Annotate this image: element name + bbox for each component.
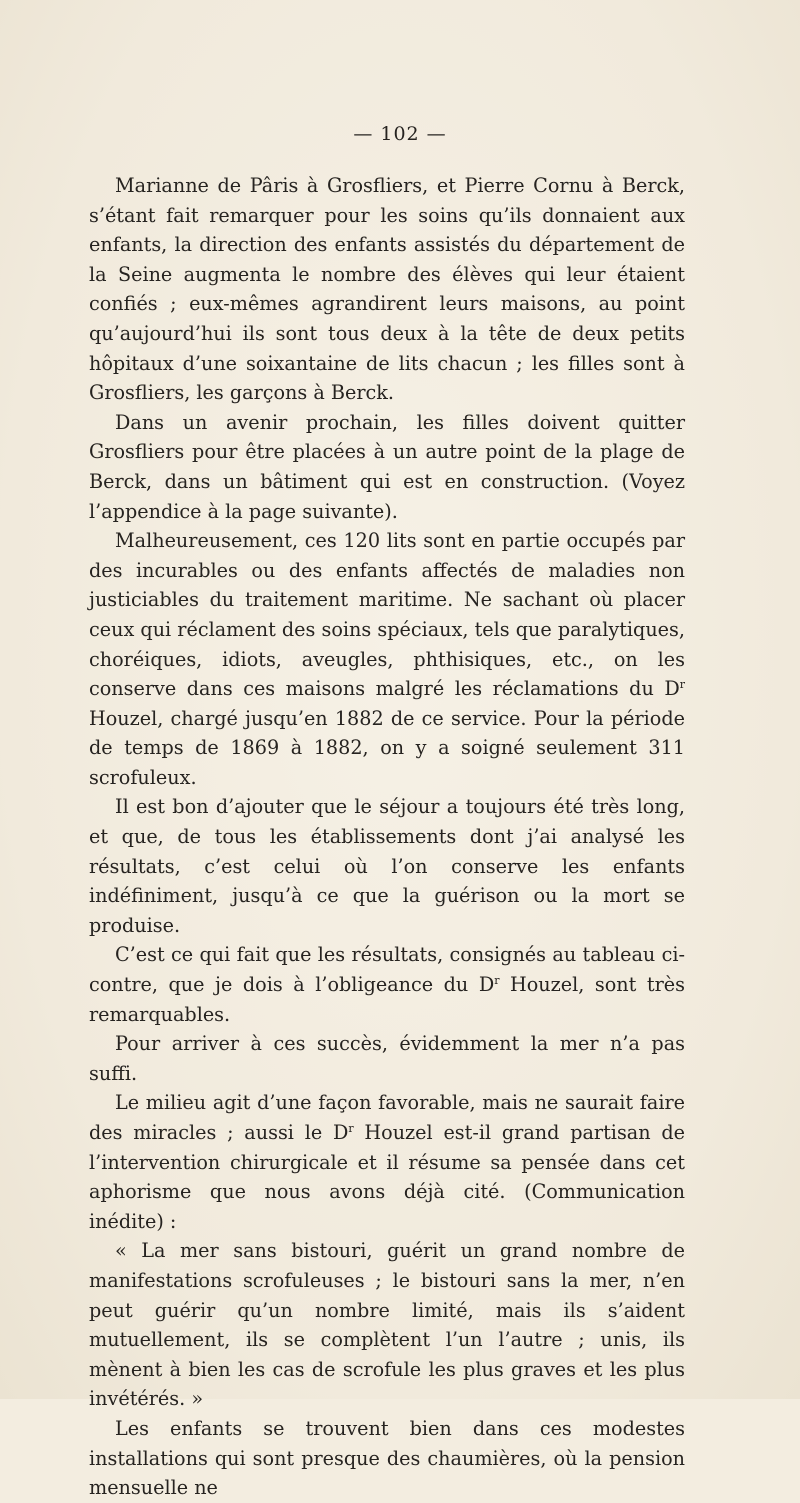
page-number: — 102 — bbox=[353, 123, 447, 145]
paragraph: « La mer sans bistouri, guérit un grand nombre de manifestations scrofuleuses ; le bistouri sans la mer, n’en peut guérir qu’un nombre limité, mais ils s’aident mutuellement, ils se complètent l’un l’autre ; unis, ils mènent à bien les cas de scrofule les plus graves et les plus invétérés. » bbox=[89, 1239, 685, 1411]
paragraph: Les enfants se trouvent bien dans ces modestes installations qui sont presque des chaumières, où la pension mensuelle ne bbox=[89, 1416, 685, 1500]
paragraph: Pour arriver à ces succès, évidemment la mer n’a pas suffi. bbox=[89, 1032, 685, 1085]
superscript: r bbox=[494, 974, 500, 988]
paragraph: Il est bon d’ajouter que le séjour a toujours été très long, et que, de tous les établissements dont j’ai analysé les résultats, c’est celui où l’on conserve les enfants indéfiniment, jusqu’à ce que la guérison ou la mort se produise. bbox=[89, 795, 685, 937]
superscript: r bbox=[679, 678, 685, 692]
superscript: r bbox=[348, 1122, 354, 1135]
paragraph: Dans un avenir prochain, les filles doivent quitter Grosfliers pour être placées à un autre point de la plage de Berck, dans un bâtiment qui est en construction. (Voyez l’appendice à la page suivante). bbox=[89, 410, 685, 523]
body-text bbox=[89, 171, 685, 1503]
paragraph: Malheureusement, ces 120 lits sont en partie occupés par des incurables ou des enfants affectés de maladies non justiciables du traitement maritime. Ne sachant où placer ceux qui réclament des soins spéciaux, tels que paralytiques, choréiques, idiots, aveugles, phthisiques, etc., on les conserve dans ces maisons malgré les réclamations du $D^r$ Houzel, chargé jusqu’en 1882 de ce service. Pour la période de temps de 1869 à 1882, on y a soigné seulement 311 scrofuleux. bbox=[89, 529, 685, 789]
paragraph: Marianne de Pâris à Grosfliers, et Pierre Cornu à Berck, s’étant fait remarquer pour les soins qu’ils donnaient aux enfants, la direction des enfants assistés du département de la Seine augmenta le nombre des élèves qui leur étaient confiés ; eux-mêmes agrandirent leurs maisons, au point qu’aujourd’hui ils sont tous deux à la tête de deux petits hôpitaux d’une soixantaine de lits chacun ; les filles sont à Grosfliers, les garçons à Berck. bbox=[89, 174, 685, 405]
paragraph: C’est ce qui fait que les résultats, consignés au tableau ci-contre, que je dois à l’obligeance du $D^r$ Houzel, sont très remarquables. bbox=[89, 943, 685, 1026]
paragraph: Le milieu agit d’une façon favorable, mais ne saurait faire des miracles ; aussi le $D^r$ Houzel est-il grand partisan de l’intervention chirurgicale et il résume sa pensée dans cet aphorisme que nous avons déjà cité. (Communication inédite) : bbox=[89, 1091, 685, 1233]
